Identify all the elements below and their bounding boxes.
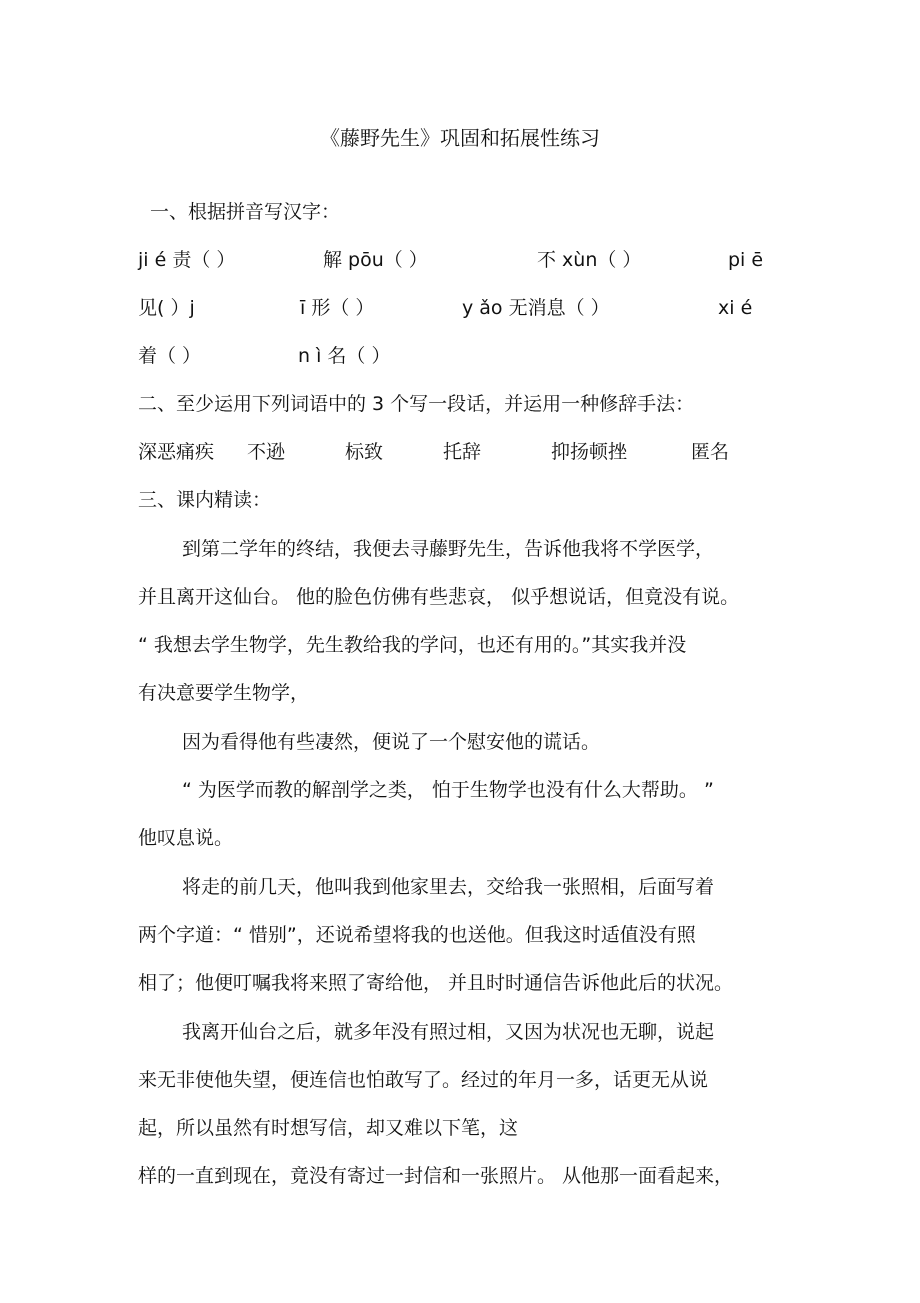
- passage-line: “ 为医学而教的解剖学之类， 怕于生物学也没有什么大帮助。 ”: [182, 779, 714, 801]
- pinyin-item: 着（ ）: [138, 345, 202, 367]
- pinyin-item: 解 pōu（ ）: [323, 249, 428, 271]
- pinyin-item: n ì 名（ ）: [298, 345, 391, 367]
- passage-line: 相了；他便叮嘱我将来照了寄给他， 并且时时通信告诉他此后的状况。: [138, 972, 734, 994]
- passage-line: 两个字道：“ 惜别”，还说希望将我的也送他。但我这时适值没有照: [138, 924, 696, 946]
- passage-line: 因为看得他有些凄然，便说了一个慰安他的谎话。: [182, 731, 601, 753]
- pinyin-item: ji é 责（ ）: [138, 249, 236, 271]
- passage-line: 并且离开这仙台。 他的脸色仿佛有些悲哀， 似乎想说话，但竟没有说。: [138, 586, 740, 608]
- passage-line: 样的一直到现在，竟没有寄过一封信和一张照片。 从他那一面看起来，: [138, 1165, 734, 1187]
- passage-line: 我离开仙台之后，就多年没有照过相，又因为状况也无聊，说起: [182, 1021, 715, 1043]
- section2-heading: 二、至少运用下列词语中的 3 个写一段话，并运用一种修辞手法：: [138, 393, 695, 415]
- pinyin-item: xi é: [718, 297, 753, 319]
- passage-line: 来无非使他失望，便连信也怕敢写了。经过的年月一多，话更无从说: [138, 1069, 709, 1091]
- page-title: 《藤野先生》巩固和拓展性练习: [320, 126, 600, 150]
- passage-line: 他叹息说。: [138, 827, 234, 849]
- pinyin-item: 不 xùn（ ）: [537, 249, 642, 271]
- vocab-word: 标致: [345, 441, 384, 463]
- passage-line: 将走的前几天，他叫我到他家里去，交给我一张照相，后面写着: [182, 876, 715, 898]
- pinyin-item: pi ē: [728, 249, 764, 271]
- passage-line: 起，所以虽然有时想写信，却又难以下笔，这: [138, 1117, 519, 1139]
- vocab-word: 托辞: [443, 441, 482, 463]
- vocab-word: 匿名: [691, 441, 730, 463]
- pinyin-item: 见( ）j: [138, 297, 195, 319]
- passage-line: 到第二学年的终结，我便去寻藤野先生，告诉他我将不学医学，: [182, 538, 715, 560]
- pinyin-item: y ǎo 无消息（ ）: [462, 297, 610, 319]
- section1-heading: 一、根据拼音写汉字：: [150, 201, 341, 223]
- passage-line: 有决意要学生物学，: [138, 682, 310, 704]
- vocab-word: 深恶痛疾: [138, 441, 215, 463]
- pinyin-item: ī 形（ ）: [300, 297, 375, 319]
- section3-heading: 三、课内精读：: [138, 489, 272, 511]
- vocab-word: 不逊: [247, 441, 286, 463]
- vocab-word: 抑扬顿挫: [551, 441, 628, 463]
- passage-line: “ 我想去学生物学，先生教给我的学问，也还有用的。”其实我并没: [138, 634, 687, 656]
